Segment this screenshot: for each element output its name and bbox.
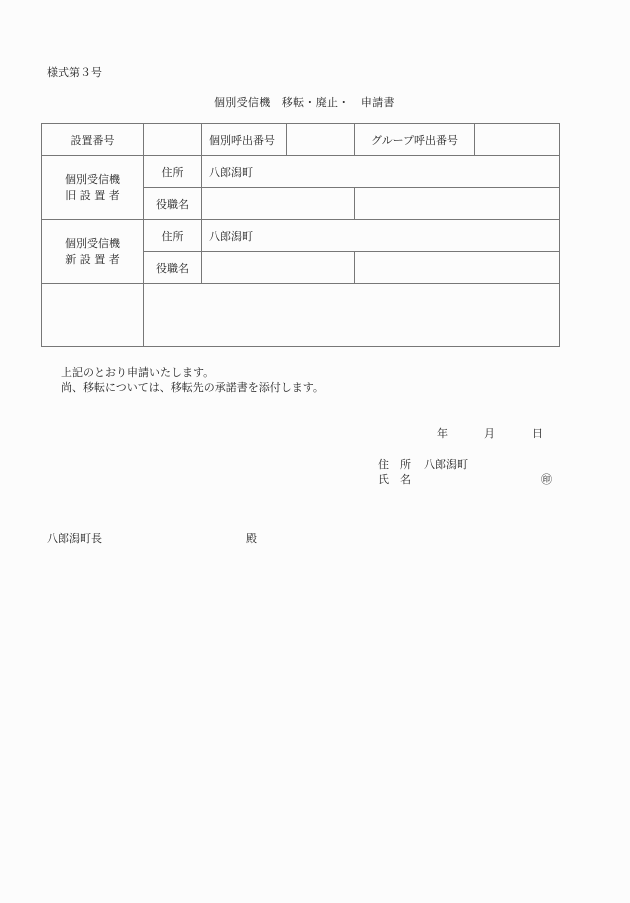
group-call-number-label: グループ呼出番号 (370, 133, 459, 147)
old-address-field[interactable]: 八郎潟町 (209, 165, 253, 179)
statement-line-1: 上記のとおり申請いたします。 (61, 366, 215, 379)
old-address-label: 住所 (161, 165, 184, 179)
new-title-label: 役職名 (156, 261, 189, 275)
applicant-address-label: 住 所 (378, 458, 411, 471)
new-address-field[interactable]: 八郎潟町 (209, 229, 253, 243)
old-title-field[interactable] (202, 188, 354, 219)
install-number-label: 設置番号 (70, 133, 115, 147)
applicant-address-value[interactable]: 八郎潟町 (424, 458, 468, 471)
application-table (41, 123, 560, 347)
date-year-label: 年 (437, 427, 448, 440)
applicant-name-label: 氏 名 (378, 473, 411, 486)
new-installer-label (42, 220, 143, 283)
new-title-field[interactable] (202, 252, 354, 283)
group-call-number-field[interactable] (475, 124, 560, 155)
install-number-field[interactable] (144, 124, 201, 155)
new-name-field[interactable] (355, 252, 560, 283)
addressee-recipient: 八郎潟町長 (47, 532, 102, 545)
new-installer-label-line1: 個別受信機 (65, 236, 120, 250)
form-number: 様式第３号 (47, 66, 102, 79)
old-name-field[interactable] (355, 188, 560, 219)
remarks-label (42, 284, 143, 346)
date-month-label: 月 (484, 427, 495, 440)
new-address-label: 住所 (161, 229, 184, 243)
document-title: 個別受信機 移転・廃止・ 申請書 (214, 96, 395, 109)
old-title-label: 役職名 (156, 197, 189, 211)
old-installer-label-line2: 旧 設 置 者 (65, 188, 120, 202)
individual-call-number-label: 個別呼出番号 (209, 133, 275, 147)
old-installer-label (42, 156, 143, 219)
individual-call-number-field[interactable] (287, 124, 354, 155)
statement-line-2: 尚、移転については、移転先の承諾書を添付します。 (61, 381, 324, 394)
new-installer-label-line2: 新 設 置 者 (65, 252, 120, 266)
applicant-name-value[interactable] (424, 471, 534, 485)
date-day-label: 日 (532, 427, 543, 440)
addressee-honorific: 殿 (246, 532, 257, 545)
old-installer-label-line1: 個別受信機 (65, 172, 120, 186)
remarks-field[interactable] (144, 284, 560, 346)
seal-icon: ㊞ (541, 473, 552, 486)
